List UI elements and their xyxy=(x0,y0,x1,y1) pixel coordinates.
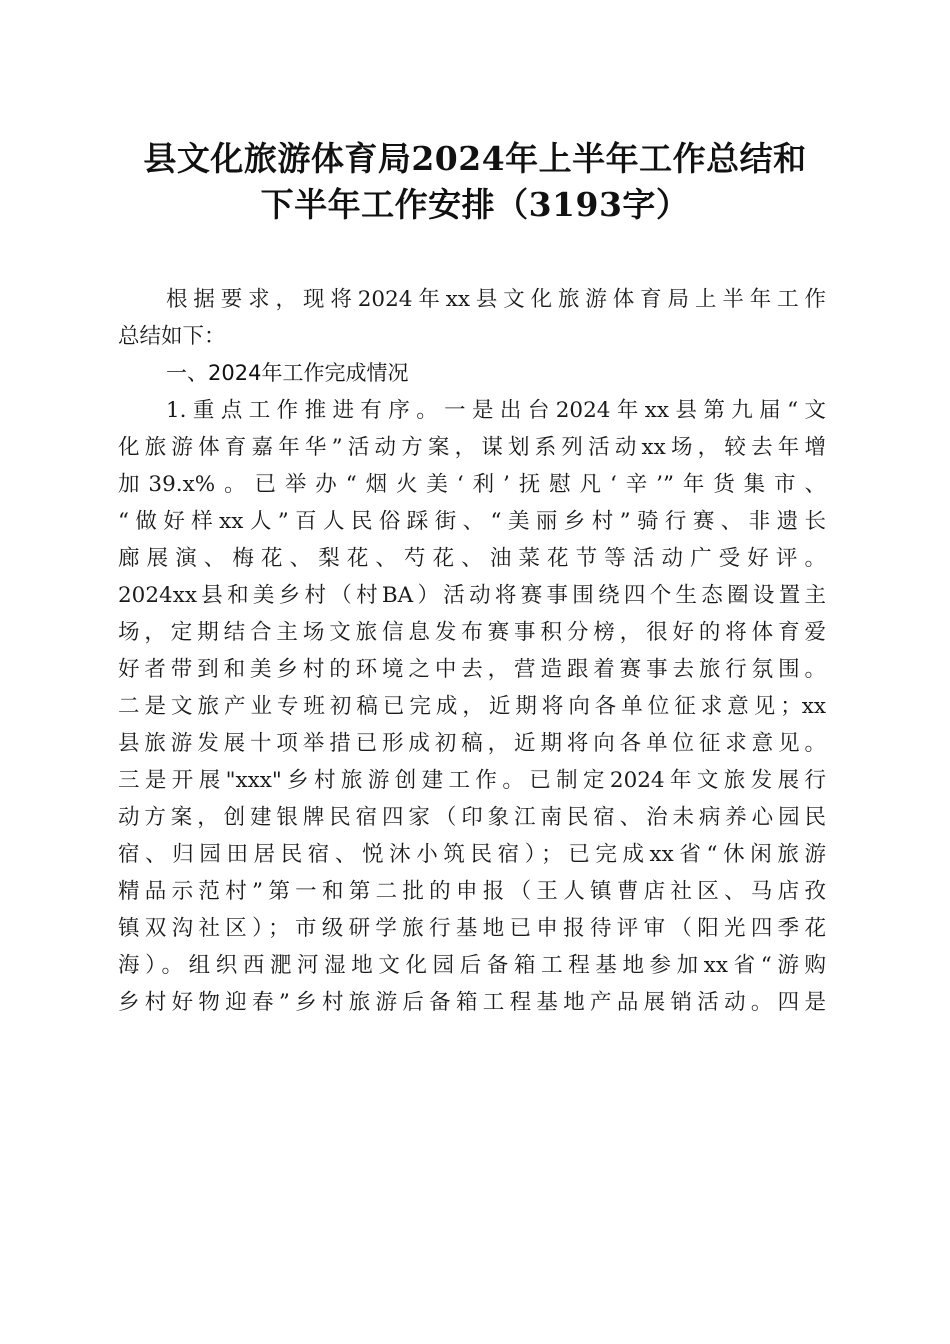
paragraph-1 xyxy=(118,392,826,1021)
intro-line-1: 根据要求，现将2024年xx县文化旅游体育局上半年工作 xyxy=(166,287,826,312)
para1-line-13: 宿、归园田居民宿、悦沐小筑民宿）；已完成xx省“休闲旅游 xyxy=(118,842,826,867)
para1-line-3: 加39.x%。已举办“烟火美‘利’抚慰凡‘辛’”年货集市、 xyxy=(118,472,826,497)
para1-line-12: 动方案，创建银牌民宿四家（印象江南民宿、治未病养心园民 xyxy=(118,805,826,830)
para1-line-2: 化旅游体育嘉年华”活动方案，谋划系列活动xx场，较去年增 xyxy=(118,435,826,460)
intro-line-2: 总结如下： xyxy=(118,324,226,349)
intro-paragraph xyxy=(118,281,826,355)
para1-line-5: 廊展演、梅花、梨花、芍花、油菜花节等活动广受好评。 xyxy=(118,546,826,571)
title-line-2: 下半年工作安排（3193字） xyxy=(260,185,690,224)
para1-line-1: 1.重点工作推进有序。一是出台2024年xx县第九届“文 xyxy=(166,398,826,423)
para1-line-10: 县旅游发展十项举措已形成初稿，近期将向各单位征求意见。 xyxy=(118,731,826,756)
document-body xyxy=(118,281,826,1021)
para1-line-17: 乡村好物迎春”乡村旅游后备箱工程基地产品展销活动。四是 xyxy=(118,990,826,1015)
para1-line-11: 三是开展"xxx"乡村旅游创建工作。已制定2024年文旅发展行 xyxy=(118,768,826,793)
para1-line-16: 海）。组织西淝河湿地文化园后备箱工程基地参加xx省“游购 xyxy=(118,953,826,978)
section-heading-1: 一、2024年工作完成情况 xyxy=(166,361,409,385)
para1-line-4: “做好样xx人”百人民俗踩街、“美丽乡村”骑行赛、非遗长 xyxy=(118,509,826,534)
para1-line-8: 好者带到和美乡村的环境之中去，营造跟着赛事去旅行氛围。 xyxy=(118,657,826,682)
para1-line-15: 镇双沟社区）；市级研学旅行基地已申报待评审（阳光四季花 xyxy=(118,916,826,941)
para1-line-7: 场，定期结合主场文旅信息发布赛事积分榜，很好的将体育爱 xyxy=(118,620,826,645)
document-title xyxy=(100,136,850,228)
para1-line-14: 精品示范村”第一和第二批的申报（王人镇曹店社区、马店孜 xyxy=(118,879,826,904)
para1-line-6: 2024xx县和美乡村（村BA）活动将赛事围绕四个生态圈设置主 xyxy=(118,583,826,608)
title-line-1: 县文化旅游体育局2024年上半年工作总结和 xyxy=(143,139,807,178)
para1-line-9: 二是文旅产业专班初稿已完成，近期将向各单位征求意见；xx xyxy=(118,694,826,719)
